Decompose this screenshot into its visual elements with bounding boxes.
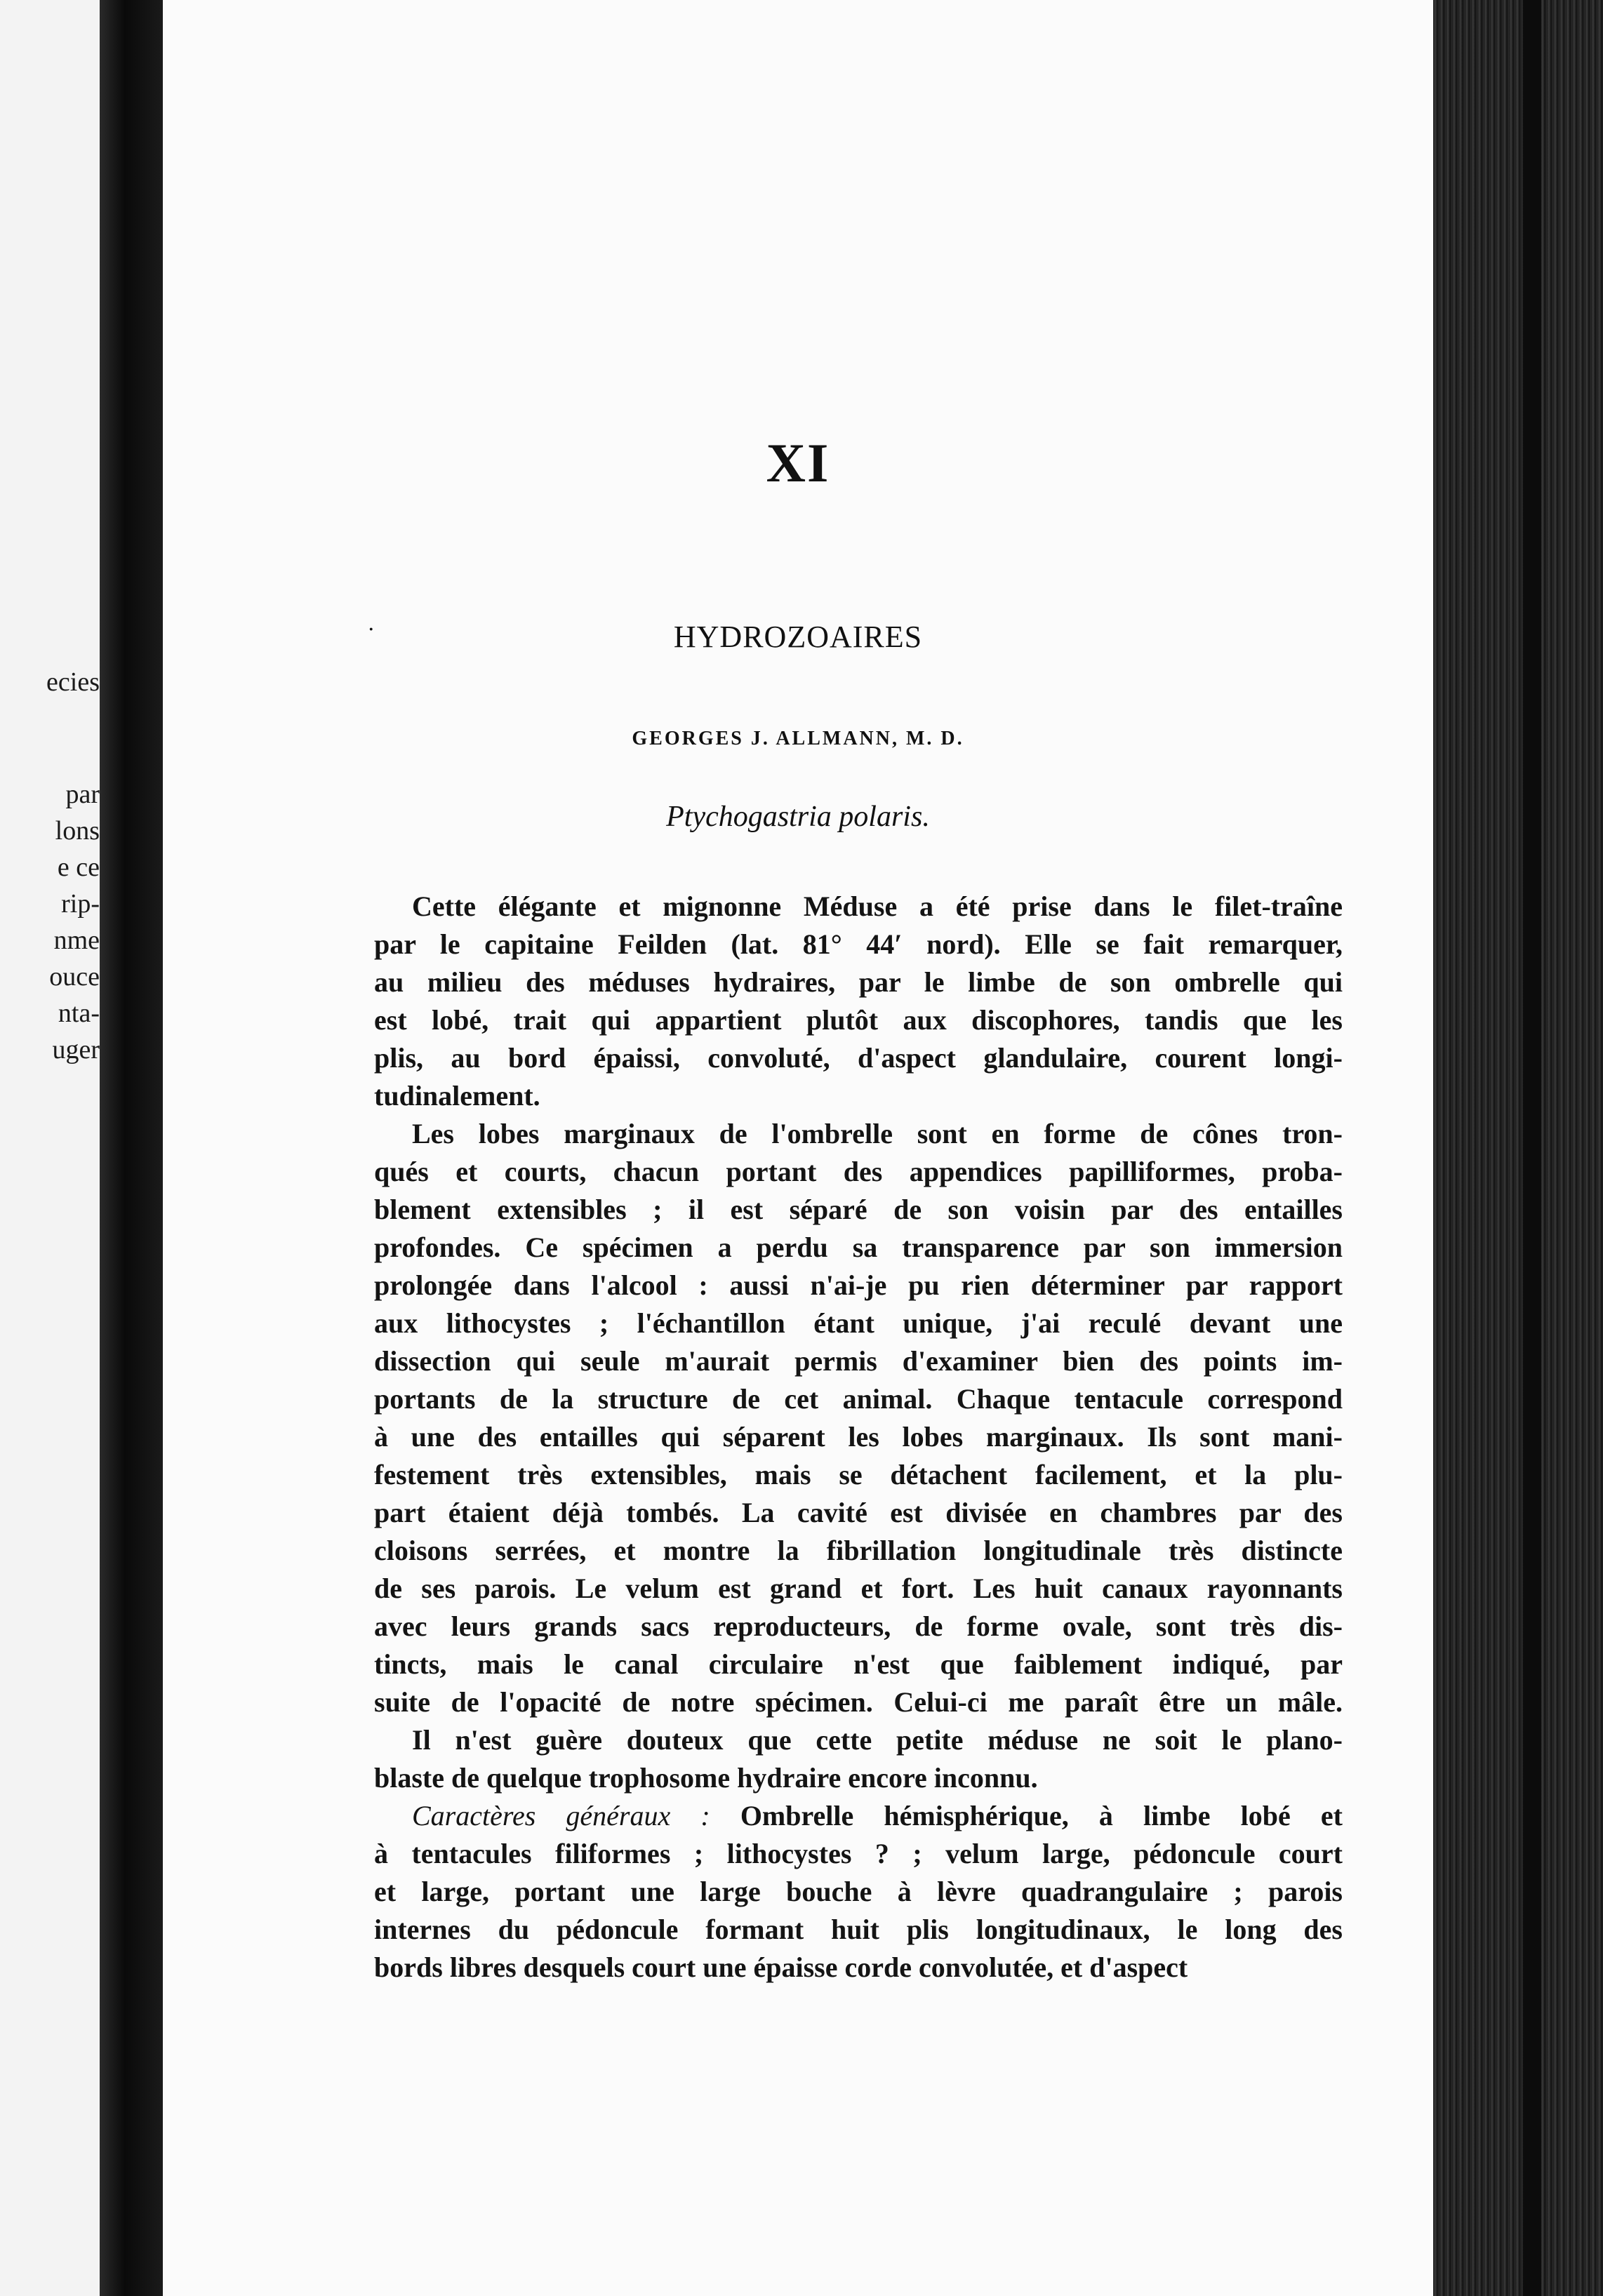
left-page-fragment: lons xyxy=(55,816,100,846)
text-line: blement extensibles ; il est séparé de son voisin par des entailles xyxy=(374,1194,1343,1225)
text-line: part étaient déjà tombés. La cavité est divisée en chambres par des xyxy=(374,1497,1343,1528)
left-facing-page xyxy=(0,0,104,2296)
text-line: à une des entailles qui séparent les lobes marginaux. Ils sont mani- xyxy=(374,1421,1343,1453)
left-page-fragment: ouce xyxy=(49,962,100,992)
text-line: avec leurs grands sacs reproducteurs, de forme ovale, sont très dis- xyxy=(374,1610,1343,1642)
text-line: qués et courts, chacun portant des appendices papilliformes, proba- xyxy=(374,1156,1343,1187)
left-page-fragment: par xyxy=(65,780,100,809)
text-line: par le capitaine Feilden (lat. 81° 44′ nord). Elle se fait remarquer, xyxy=(374,928,1343,960)
text-line: dissection qui seule m'aurait permis d'examiner bien des points im- xyxy=(374,1345,1343,1377)
text-line: tincts, mais le canal circulaire n'est que faiblement indiqué, par xyxy=(374,1648,1343,1680)
chapter-number: XI xyxy=(766,432,830,493)
italic-run: Caractères généraux : xyxy=(412,1800,710,1831)
text-line: plis, au bord épaissi, convoluté, d'aspect glandulaire, courent longi- xyxy=(374,1042,1343,1074)
text-run: Ombrelle hémisphérique, à limbe lobé et xyxy=(710,1800,1343,1831)
book-gutter xyxy=(100,0,163,2296)
ink-dot: · xyxy=(368,618,375,642)
text-line: Il n'est guère douteux que cette petite méduse ne soit le plano- xyxy=(412,1724,1343,1756)
text-line: aux lithocystes ; l'échantillon étant unique, j'ai reculé devant une xyxy=(374,1307,1343,1339)
text-line: prolongée dans l'alcool : aussi n'ai-je pu rien déterminer par rapport xyxy=(374,1269,1343,1301)
author-line: GEORGES J. ALLMANN, M. D. xyxy=(632,728,964,749)
text-line: bords libres desquels court une épaisse corde convolutée, et d'aspect xyxy=(374,1951,1188,1983)
text-line: à tentacules filiformes ; lithocystes ? ; velum large, pédoncule court xyxy=(374,1838,1343,1869)
left-page-fragment: nta- xyxy=(58,999,100,1028)
text-line xyxy=(374,1797,1343,1835)
text-line: de ses parois. Le velum est grand et fort. Les huit canaux rayonnants xyxy=(374,1573,1343,1604)
text-line: est lobé, trait qui appartient plutôt aux discophores, tandis que les xyxy=(374,1004,1343,1036)
right-page xyxy=(163,0,1433,2296)
text-line: tudinalement. xyxy=(374,1080,540,1112)
left-page-fragment: uger xyxy=(52,1035,100,1064)
text-line: portants de la structure de cet animal. Chaque tentacule correspond xyxy=(374,1383,1343,1415)
left-page-fragment: rip- xyxy=(61,889,100,919)
text-line: blaste de quelque trophosome hydraire encore inconnu. xyxy=(374,1762,1038,1794)
page-edge-shadow xyxy=(1523,0,1541,2296)
body-text xyxy=(374,888,1343,1987)
text-line: internes du pédoncule formant huit plis longitudinaux, le long des xyxy=(374,1914,1343,1945)
section-title: HYDROZOAIRES xyxy=(673,620,923,654)
left-page-fragment: nme xyxy=(53,926,100,955)
text-line: festement très extensibles, mais se détachent facilement, et la plu- xyxy=(374,1459,1343,1490)
left-page-fragment: e ce xyxy=(57,853,100,882)
page-stack-edges xyxy=(1433,0,1603,2296)
text-line: au milieu des méduses hydraires, par le limbe de son ombrelle qui xyxy=(374,966,1343,998)
text-line: Les lobes marginaux de l'ombrelle sont en forme de cônes tron- xyxy=(412,1118,1343,1149)
text-line: et large, portant une large bouche à lèvre quadrangulaire ; parois xyxy=(374,1876,1343,1907)
text-line: Cette élégante et mignonne Méduse a été prise dans le filet-traîne xyxy=(412,890,1343,922)
species-heading: Ptychogastria polaris. xyxy=(666,801,930,833)
left-page-fragment: ecies xyxy=(46,667,100,697)
text-line: suite de l'opacité de notre spécimen. Celui-ci me paraît être un mâle. xyxy=(374,1686,1343,1718)
text-line: profondes. Ce spécimen a perdu sa transparence par son immersion xyxy=(374,1232,1343,1263)
text-line: cloisons serrées, et montre la fibrillation longitudinale très distincte xyxy=(374,1535,1343,1566)
